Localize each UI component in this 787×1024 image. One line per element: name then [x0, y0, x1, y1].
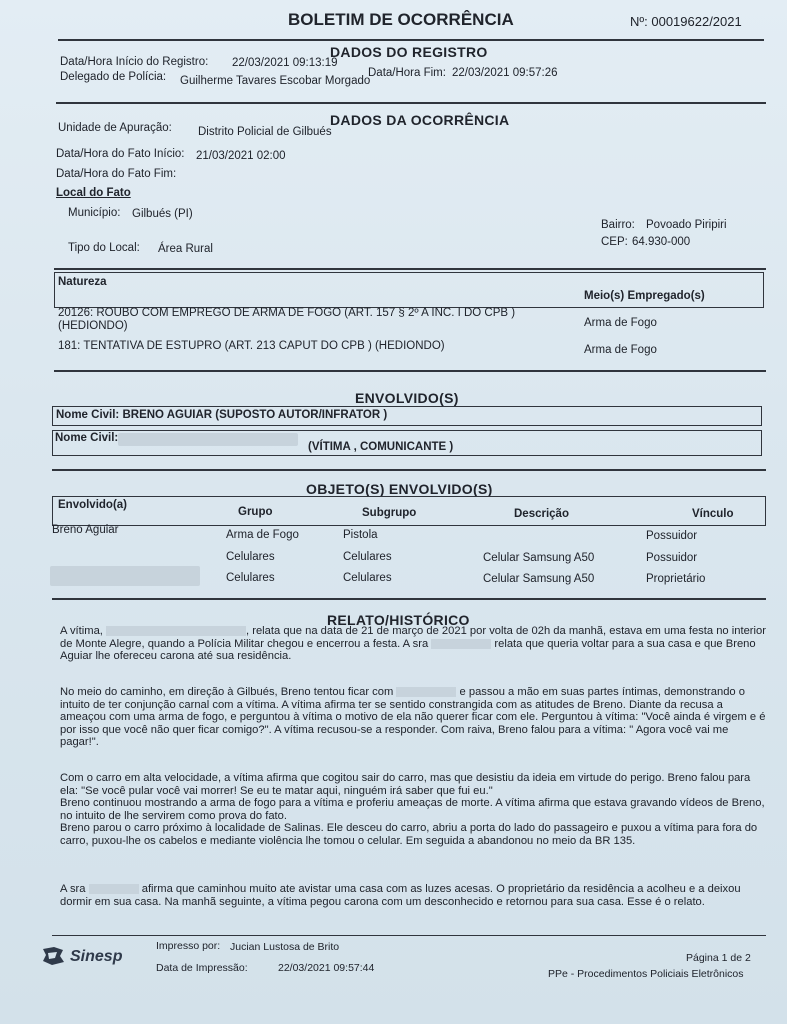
registro-fim-label: Data/Hora Fim:: [368, 67, 446, 79]
divider: [52, 935, 766, 936]
relato-p2-end: e passou a mão em suas partes íntimas, demonstrando o intuito de ter conjunção carnal com a vítima. A vítima afirma ter se sentido constrangida com as atitudes de Breno. Diante da recusa a ameaçou com uma arma de fogo, e perguntou à vítima o motivo de ela não querer ficar com ele. Perguntou à vítima: "Você ainda é virgem e é por isso que você não quer ficar comigo?". A vítima recusou-se a responder. Com raiva, Breno falou para a vítima: " Agora você vai me pagar!".: [60, 686, 766, 749]
redaction-block: [106, 626, 246, 636]
fato-inicio-value: 21/03/2021 02:00: [196, 150, 286, 162]
divider: [58, 39, 764, 41]
natureza-row1-meio: Arma de Fogo: [584, 317, 657, 329]
delegado-value: Guilherme Tavares Escobar Morgado: [180, 75, 371, 87]
sinesp-logo-text: Sinesp: [70, 948, 123, 965]
objeto-row1-grupo: Arma de Fogo: [226, 529, 299, 541]
registro-fim-value: 22/03/2021 09:57:26: [452, 67, 558, 79]
relato-p2-start: No meio do caminho, em direção à Gilbués, Breno tentou ficar com: [60, 686, 394, 698]
natureza-row2-line1: 181: TENTATIVA DE ESTUPRO (ART. 213 CAPUT DO CPB ) (HEDIONDO): [58, 340, 445, 352]
objetos-col-envolvido: Envolvido(a): [58, 499, 128, 511]
objeto-row3-subgrupo: Celulares: [343, 572, 392, 584]
objeto-row1-vinculo: Possuidor: [646, 530, 698, 542]
objeto-row3-grupo: Celulares: [226, 572, 275, 584]
objeto-row1-subgrupo: Pistola: [343, 529, 378, 541]
natureza-row1-line2: (HEDIONDO): [58, 320, 128, 332]
section-title-objetos: OBJETO(S) ENVOLVIDO(S): [306, 481, 493, 497]
relato-p3: Com o carro em alta velocidade, a vítima afirma que cogitou sair do carro, mas que desistiu da ideia em virtude do perigo. Breno falou para ela: "Se você pular você vai morrer! Se eu te matar aqui, ninguém irá saber que fui eu.": [60, 772, 751, 797]
relato-p6-end: afirma que caminhou muito ate avistar uma casa com as luzes acesas. O proprietário da residência a acolheu e a deixou dormir em sua casa. Na manhã seguinte, a vítima pegou carona com um desconhecido e retornou para sua casa. Esse é o relato.: [60, 883, 741, 908]
objeto-row2-grupo: Celulares: [226, 551, 275, 563]
relato-paragraph-6: [60, 883, 770, 908]
objetos-col-subgrupo: Subgrupo: [362, 507, 417, 519]
section-title-ocorrencia: DADOS DA OCORRÊNCIA: [330, 112, 510, 128]
redaction-block: [50, 566, 200, 586]
objeto-row3-descricao: Celular Samsung A50: [483, 573, 595, 585]
bairro-value: Povoado Piripiri: [646, 219, 727, 231]
data-impressao-label: Data de Impressão:: [156, 962, 248, 974]
natureza-row1-line1: 20126: ROUBO COM EMPREGO DE ARMA DE FOGO (ART. 157 § 2º A INC. I DO CPB ): [58, 307, 516, 319]
cep-value: 64.930-000: [632, 236, 691, 248]
objetos-col-grupo: Grupo: [238, 506, 273, 518]
tipo-local-value: Área Rural: [158, 243, 213, 255]
data-impressao-value: 22/03/2021 09:57:44: [278, 962, 375, 974]
objeto-row3-vinculo: Proprietário: [646, 573, 706, 585]
objeto-row2-descricao: Celular Samsung A50: [483, 552, 595, 564]
unidade-label: Unidade de Apuração:: [58, 122, 172, 134]
document-title: BOLETIM DE OCORRÊNCIA: [288, 10, 514, 29]
natureza-col-header: Natureza: [58, 276, 107, 288]
fato-inicio-label: Data/Hora do Fato Início:: [56, 148, 185, 160]
divider: [52, 469, 766, 471]
envolvido-2-role: (VÍTIMA , COMUNICANTE ): [308, 441, 454, 453]
divider: [56, 102, 766, 104]
system-name: PPe - Procedimentos Policiais Eletrônicos: [548, 968, 744, 980]
objetos-col-vinculo: Vínculo: [692, 508, 734, 520]
redaction-block: [118, 433, 298, 446]
relato-p5: Breno parou o carro próximo à localidade de Salinas. Ele desceu do carro, abriu a porta do lado do passageiro e puxou a vítima para fora do carro, puxou-lhe os cabelos e mediante violência lhe tomou o celular. Em seguida a abandonou no meio da BR 135.: [60, 822, 758, 847]
relato-p1-middle: , relata que na data de 21 de março de 2021 por volta de 02h da manhã, estava em uma festa no interior de Monte Alegre, quando a Polícia Militar chegou e encerrou a festa. A sra: [60, 625, 766, 650]
objeto-row2-vinculo: Possuidor: [646, 552, 698, 564]
document-number: Nº: 00019622/2021: [630, 14, 742, 29]
meio-col-header: Meio(s) Empregado(s): [584, 290, 705, 302]
section-title-envolvidos: ENVOLVIDO(S): [355, 390, 459, 406]
relato-p4: Breno continuou mostrando a arma de fogo para a vítima e proferiu ameaças de morte. A vítima afirma que estava gravando vídeos de Breno, no intuito de lhe servirem como prova do fato.: [60, 797, 765, 822]
divider: [52, 598, 766, 600]
redaction-block: [89, 884, 139, 894]
bairro-label: Bairro:: [601, 219, 635, 231]
registro-inicio-label: Data/Hora Início do Registro:: [60, 56, 209, 68]
envolvido-2-label: Nome Civil:: [55, 432, 119, 444]
tipo-local-label: Tipo do Local:: [68, 242, 140, 254]
relato-p6-start: A sra: [60, 883, 86, 895]
objeto-row1-envolvido: Breno Aguiar: [52, 524, 119, 536]
relato-paragraph-1: [60, 625, 770, 663]
objeto-row2-subgrupo: Celulares: [343, 551, 392, 563]
delegado-label: Delegado de Polícia:: [60, 71, 167, 83]
registro-inicio-value: 22/03/2021 09:13:19: [232, 57, 338, 69]
section-title-relato: RELATO/HISTÓRICO: [327, 612, 470, 628]
objetos-col-descricao: Descrição: [514, 508, 569, 520]
local-do-fato-heading: Local do Fato: [56, 187, 131, 199]
relato-paragraph-3: [60, 772, 770, 848]
cep-label: CEP:: [601, 236, 628, 248]
envolvido-1-text: Nome Civil: BRENO AGUIAR (SUPOSTO AUTOR/INFRATOR ): [56, 409, 388, 421]
section-title-registro: DADOS DO REGISTRO: [330, 44, 488, 60]
natureza-row2-meio: Arma de Fogo: [584, 344, 657, 356]
unidade-value: Distrito Policial de Gilbués: [198, 126, 332, 138]
relato-p1-start: A vítima,: [60, 625, 103, 637]
sinesp-logo-icon: [40, 945, 66, 967]
municipio-value: Gilbués (PI): [132, 208, 193, 220]
redaction-block: [396, 687, 456, 697]
impresso-value: Jucian Lustosa de Brito: [230, 941, 340, 953]
page-number: Página 1 de 2: [686, 952, 751, 964]
impresso-label: Impresso por:: [156, 940, 221, 952]
fato-fim-label: Data/Hora do Fato Fim:: [56, 168, 177, 180]
divider: [54, 268, 766, 270]
redaction-block: [431, 639, 491, 649]
relato-paragraph-2: [60, 686, 770, 749]
municipio-label: Município:: [68, 207, 121, 219]
relato-p1-end: relata que queria voltar para a sua casa e que Breno Aguiar lhe ofereceu carona até sua residência.: [60, 637, 756, 663]
divider: [54, 370, 766, 372]
